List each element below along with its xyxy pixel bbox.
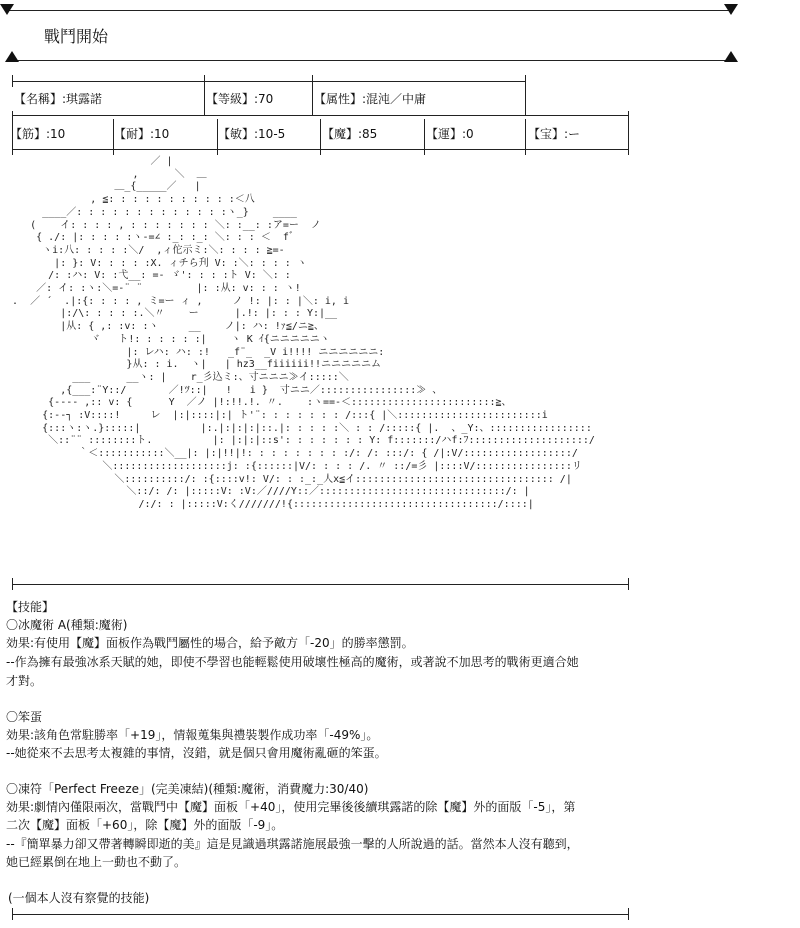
skill2-desc: --她從來不去思考太複雜的事情，沒錯，就是個只會用魔術亂砸的笨蛋。 (6, 746, 387, 760)
stats-row2-rule-bottom (12, 149, 629, 150)
hidden-skill-note: (一個本人沒有察覺的技能) (8, 891, 150, 905)
tick (525, 75, 526, 115)
tick (628, 578, 629, 590)
skill3-desc-line2: 她已經累倒在地上一動也不動了。 (6, 855, 187, 869)
top-divider-line (8, 10, 730, 11)
stat-str: 【筋】:10 (10, 127, 66, 141)
bottom-divider-line (12, 914, 629, 915)
tick (12, 908, 13, 920)
skill1-desc-line2: 才對。 (6, 674, 43, 688)
tick (204, 75, 205, 115)
stat-end: 【耐】:10 (114, 127, 170, 141)
stat-agi: 【敏】:10-5 (218, 127, 286, 141)
stats-row1-rule-top (12, 81, 525, 82)
stat-attribute: 【属性】:混沌／中庸 (314, 92, 427, 106)
triangle-down-icon (0, 4, 14, 15)
stat-level: 【等級】:70 (206, 92, 274, 106)
tick (312, 75, 313, 115)
art-divider-line (12, 584, 629, 585)
tick (12, 578, 13, 590)
skill1-desc-line1: --作為擁有最強冰系天賦的她，即使不學習也能輕鬆使用破壞性極高的魔術，或著說不加思考的戰術更適合她 (6, 655, 579, 669)
skill3-name: 〇凍符「Perfect Freeze」(完美凍結)(種類:魔術，消費魔力:30/40) (6, 782, 369, 796)
tick (628, 908, 629, 920)
skill3-effect-line1: 効果:劇情內僅限兩次，當戰鬥中【魔】面板「+40」，使用完畢後後續琪露諾的除【魔】外的面版「-5」，第 (6, 800, 576, 814)
stat-luck: 【運】:0 (426, 127, 474, 141)
skills-header: 【技能】 (6, 600, 55, 614)
skill3-effect-line2: 二次【魔】面板「+60」，除【魔】外的面版「-9」。 (6, 818, 284, 832)
title-divider-line (12, 60, 730, 61)
ascii-art-portrait: ／ | , ＼ ＿ ＿_{_____／ | , ≦: : : : : : : : : : :＜八 ____／: : : : : : : : : : : : :ヽ_} ____ ( イ: : : : , : : : : : : : ＼: :__: :ア=ー ノ { ./: |: : : : :ヽ-=∠ :_: :_: ＼: : : ＜ f゛ ヽi:八: : : : :＼/ ,ィ佗示ミ:＼: : : : ≧=- |: }: V: : : : :X. ィチら刋 V: :＼: : : : ヽ /: :ハ: V: :弋__: =- ゞ': : : :ト V: ＼: : ／: イ: :ヽ:＼=-¨ ¨ |: :从: v: : : ヽ! . ／ ´ .|:{: : : : , ミ=ー ィ , ノ !: |: : |＼: i, i |:/\: : : : :.＼〃 ー |.!: |: : : Y:|__ |从: { ,: :v: :ヽ __ ノ|: ハ: !ｧ≦/ニ≧、 ヾ ト!: : : : : :| ヽ K ｲ{ニニニニニヽ |: レハ: ハ: :! _f¨_ _V i!!!! ニニニニニニ: }从: : i. ヽ| | hz3__fiiiiii!!ニニニニニム ___ __ヽ: | r_彡込ミ:、寸ニニニ≫イ:::::＼ ,{___:¨Y::/ ／!ﾂ::| ! i } 寸ニニ／::::::::::::::::≫ 、 {---- ,:: v: { Y ／ノ |!:!!.!. 〃. :ヽ==-＜::::::::::::::::::::::::≧、 {:--┐ :V::::! レ |:|::::|:| ト'¨: : : : : : : /:::{ |＼::::::::::::::::::::::::i {:::ヽ:ヽ.}:::::| |:.|:|:|:|::.|: : : : :＼ : : /:::::{ |. 、_Y:、::::::::::::::::: ＼::¨¨ ::::::::ト. |: |:|:|::s': : : : : : : Y: f:::::::/ハf:ﾌ::::::::::::::::::::/ ｀＜:::::::::::＼__|: |:|!!|!: : : : : : : : :/: /: :::/: { /|:V/::::::::::::::::::/ ＼:::::::::::::::::::j: :{::::::|V/: : : : /. 〃 ::/=彡 |::::V/::::::::::::::::リ ＼::::::::::/: :{::::v!: V/: : :_:_人x≦イ::::::::::::::::::::::::::::::::: /| ＼::/: /: |:::::V: :V:／////Y::／:::::::::::::::::::::::::::::::/: | /:/: : |:::::V:く///////!{::::::::::::::::::::::::::::::::::/::::| (12, 156, 595, 510)
stat-name: 【名稱】:琪露諾 (14, 92, 103, 106)
skill2-name: 〇笨蛋 (6, 710, 43, 724)
skill3-desc-line1: --『簡單暴力卻又帶著轉瞬即逝的美』這是見識過琪露諾施展最強一擊的人所說過的話。當然本人沒有聽到， (6, 837, 579, 851)
triangle-down-icon (724, 4, 738, 15)
tick (12, 75, 13, 87)
stat-treasure: 【宝】:ー (528, 127, 581, 141)
stats-row2-rule-top (12, 115, 629, 116)
skill2-effect: 効果:該角色常駐勝率「+19」，情報蒐集與禮裝製作成功率「-49%」。 (6, 728, 379, 742)
skill1-name: 〇冰魔術 A(種類:魔術) (6, 618, 128, 632)
triangle-up-icon (5, 51, 19, 62)
skill1-effect: 効果:有使用【魔】面板作為戰鬥屬性的場合，給予敵方「-20」的勝率懲罰。 (6, 636, 414, 650)
triangle-up-icon (724, 51, 738, 62)
stat-mag: 【魔】:85 (322, 127, 378, 141)
page-title: 戰鬥開始 (44, 27, 109, 46)
